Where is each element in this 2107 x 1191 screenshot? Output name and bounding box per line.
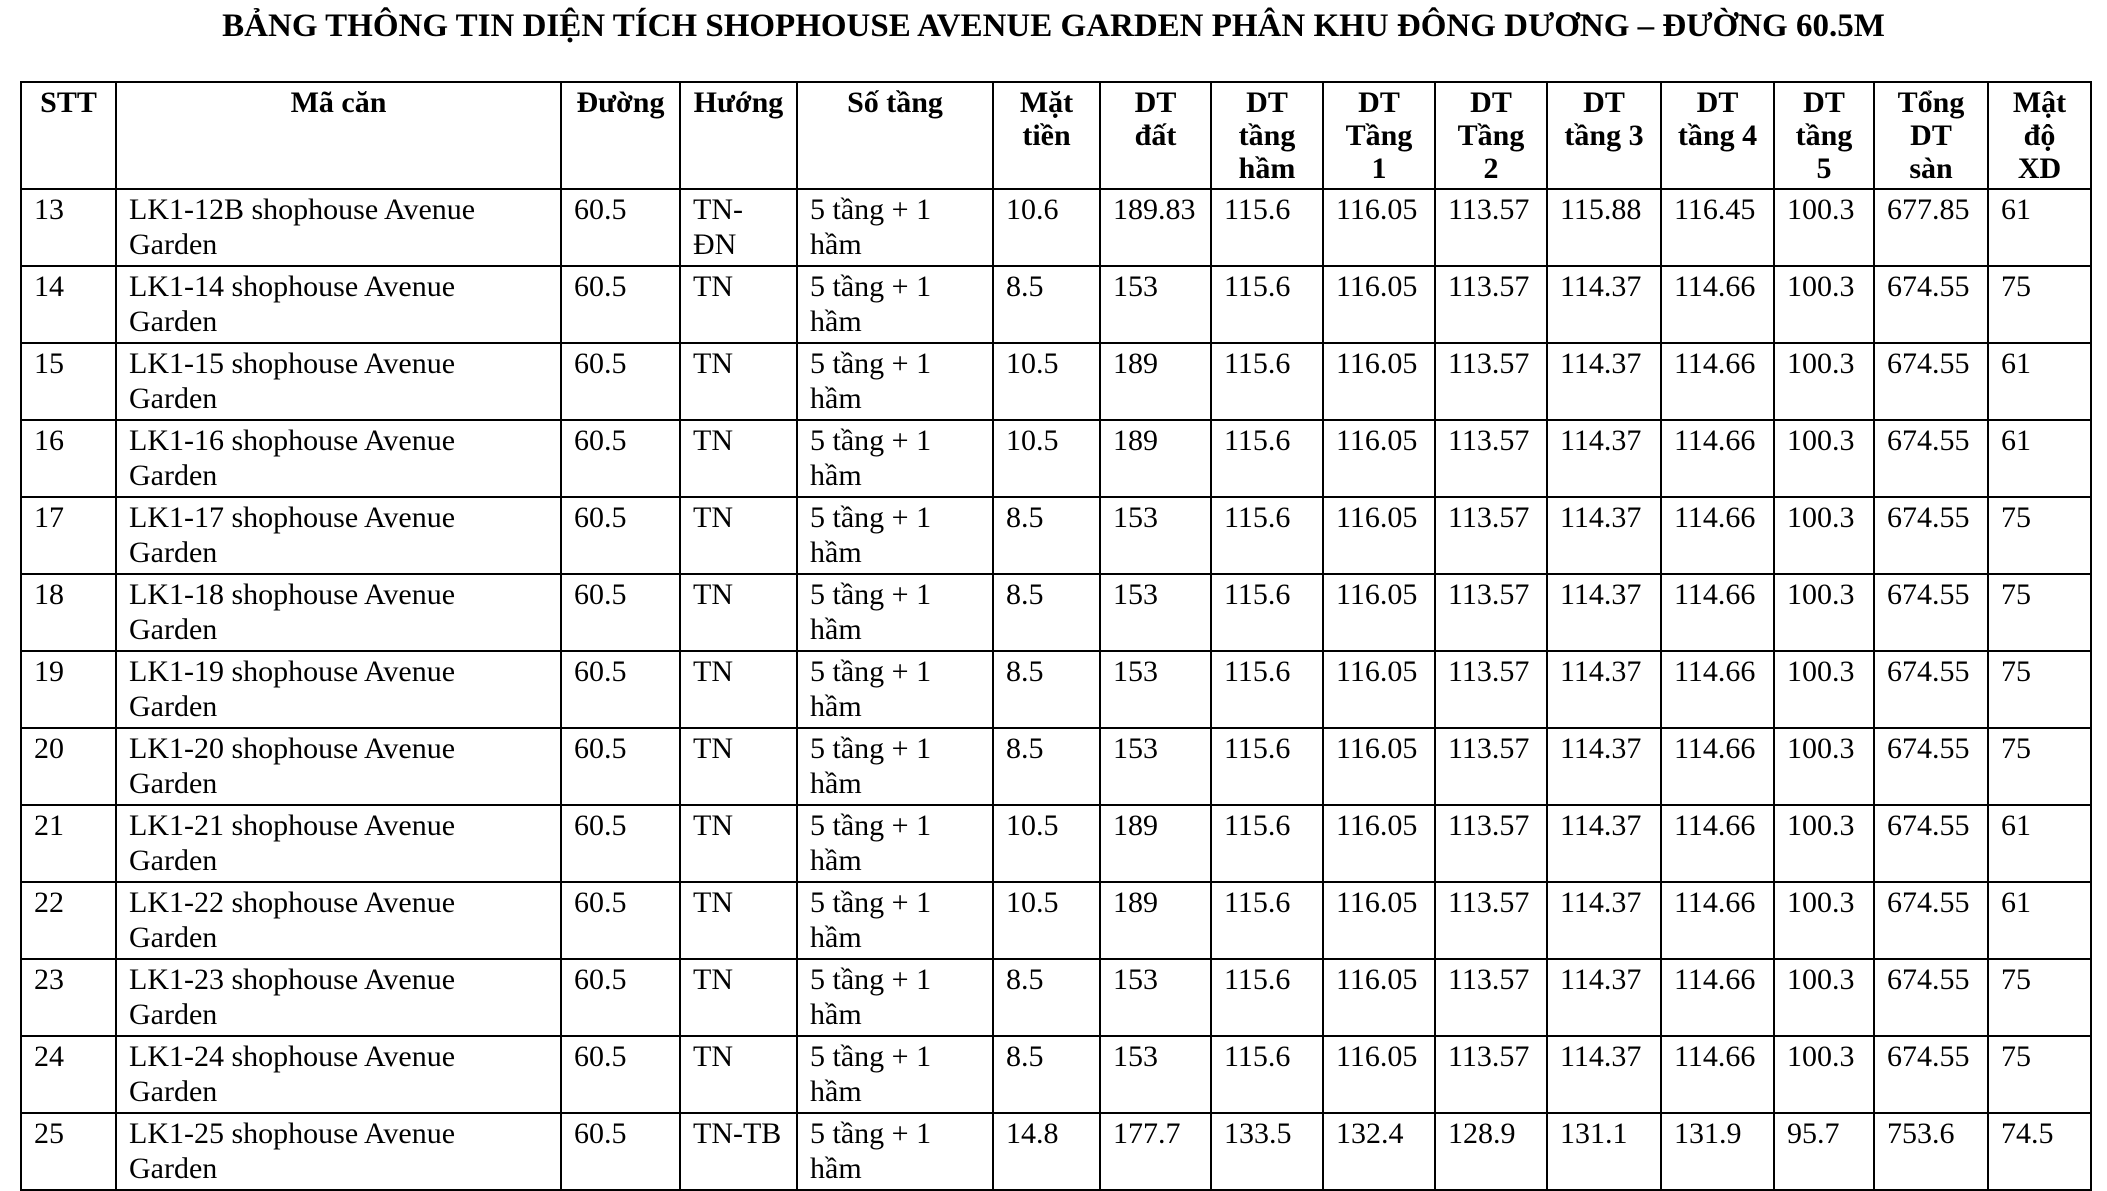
table-row [21, 728, 2091, 805]
table-cell: 113.57 [1435, 959, 1547, 1036]
table-cell: 114.66 [1661, 651, 1774, 728]
table-cell: 100.3 [1774, 189, 1874, 266]
column-header: Đường [561, 82, 680, 189]
table-cell: 114.37 [1547, 574, 1661, 651]
table-cell: 100.3 [1774, 959, 1874, 1036]
table-cell: 5 tầng + 1 hầm [797, 574, 993, 651]
table-cell: 17 [21, 497, 116, 574]
column-header: Số tầng [797, 82, 993, 189]
table-row [21, 574, 2091, 651]
table-cell: 753.6 [1874, 1113, 1988, 1190]
column-header: DT tầng 4 [1661, 82, 1774, 189]
table-cell: 100.3 [1774, 1036, 1874, 1113]
column-header: Hướng [680, 82, 797, 189]
table-cell: 114.37 [1547, 805, 1661, 882]
table-cell: 114.66 [1661, 497, 1774, 574]
table-cell: LK1-17 shophouse Avenue Garden [116, 497, 561, 574]
table-cell: 115.88 [1547, 189, 1661, 266]
table-cell: 189 [1100, 805, 1211, 882]
table-cell: 116.05 [1323, 959, 1435, 1036]
column-header: Mặt tiền [993, 82, 1100, 189]
table-cell: 153 [1100, 651, 1211, 728]
table-cell: 23 [21, 959, 116, 1036]
table-cell: 116.05 [1323, 805, 1435, 882]
table-cell: 674.55 [1874, 497, 1988, 574]
table-cell: 189 [1100, 420, 1211, 497]
table-cell: 100.3 [1774, 574, 1874, 651]
table-cell: 177.7 [1100, 1113, 1211, 1190]
table-cell: 60.5 [561, 497, 680, 574]
column-header: DT tầng hầm [1211, 82, 1323, 189]
table-header [21, 82, 2091, 189]
table-cell: 8.5 [993, 959, 1100, 1036]
table-cell: 113.57 [1435, 420, 1547, 497]
table-cell: 75 [1988, 959, 2091, 1036]
table-cell: 189 [1100, 343, 1211, 420]
table-cell: 20 [21, 728, 116, 805]
column-header: STT [21, 82, 116, 189]
table-cell: 13 [21, 189, 116, 266]
table-cell: LK1-16 shophouse Avenue Garden [116, 420, 561, 497]
table-cell: 18 [21, 574, 116, 651]
table-cell: 116.45 [1661, 189, 1774, 266]
table-cell: 113.57 [1435, 266, 1547, 343]
table-row [21, 189, 2091, 266]
table-cell: 114.37 [1547, 420, 1661, 497]
table-cell: TN-TB [680, 1113, 797, 1190]
table-cell: LK1-12B shophouse Avenue Garden [116, 189, 561, 266]
table-cell: 14 [21, 266, 116, 343]
table-cell: 75 [1988, 266, 2091, 343]
table-cell: 8.5 [993, 574, 1100, 651]
table-cell: 153 [1100, 1036, 1211, 1113]
table-cell: 115.6 [1211, 497, 1323, 574]
table-cell: LK1-22 shophouse Avenue Garden [116, 882, 561, 959]
table-cell: 674.55 [1874, 959, 1988, 1036]
table-cell: 116.05 [1323, 574, 1435, 651]
table-cell: 114.37 [1547, 1036, 1661, 1113]
table-cell: 100.3 [1774, 651, 1874, 728]
table-cell: 115.6 [1211, 805, 1323, 882]
table-cell: 128.9 [1435, 1113, 1547, 1190]
table-cell: 60.5 [561, 343, 680, 420]
table-cell: 60.5 [561, 805, 680, 882]
table-cell: 114.66 [1661, 805, 1774, 882]
table-cell: 674.55 [1874, 728, 1988, 805]
table-cell: 5 tầng + 1 hầm [797, 651, 993, 728]
table-cell: 75 [1988, 728, 2091, 805]
table-cell: LK1-25 shophouse Avenue Garden [116, 1113, 561, 1190]
table-cell: 10.5 [993, 343, 1100, 420]
table-cell: 60.5 [561, 1113, 680, 1190]
table-row [21, 1113, 2091, 1190]
table-cell: 113.57 [1435, 189, 1547, 266]
column-header: DT đất [1100, 82, 1211, 189]
shophouse-area-table [20, 81, 2092, 1191]
table-cell: 5 tầng + 1 hầm [797, 420, 993, 497]
table-cell: LK1-23 shophouse Avenue Garden [116, 959, 561, 1036]
table-cell: 116.05 [1323, 497, 1435, 574]
table-cell: 115.6 [1211, 959, 1323, 1036]
table-cell: 60.5 [561, 959, 680, 1036]
table-cell: 75 [1988, 574, 2091, 651]
table-cell: 113.57 [1435, 805, 1547, 882]
table-cell: LK1-18 shophouse Avenue Garden [116, 574, 561, 651]
table-cell: 132.4 [1323, 1113, 1435, 1190]
table-cell: 115.6 [1211, 882, 1323, 959]
table-cell: 100.3 [1774, 343, 1874, 420]
table-cell: 674.55 [1874, 266, 1988, 343]
table-cell: 674.55 [1874, 420, 1988, 497]
table-cell: 113.57 [1435, 651, 1547, 728]
table-cell: 674.55 [1874, 1036, 1988, 1113]
table-cell: 115.6 [1211, 728, 1323, 805]
page-title: BẢNG THÔNG TIN DIỆN TÍCH SHOPHOUSE AVENUE GARDEN PHÂN KHU ĐÔNG DƯƠNG – ĐƯỜNG 60.5M [222, 8, 1885, 44]
table-cell: 15 [21, 343, 116, 420]
table-cell: 8.5 [993, 497, 1100, 574]
table-row [21, 420, 2091, 497]
table-cell: 115.6 [1211, 1036, 1323, 1113]
table-cell: 10.5 [993, 420, 1100, 497]
table-row [21, 497, 2091, 574]
table-cell: TN-ĐN [680, 189, 797, 266]
table-cell: 114.37 [1547, 882, 1661, 959]
table-cell: 116.05 [1323, 728, 1435, 805]
table-cell: 131.9 [1661, 1113, 1774, 1190]
table-cell: 100.3 [1774, 728, 1874, 805]
table-cell: 5 tầng + 1 hầm [797, 1113, 993, 1190]
table-cell: 153 [1100, 497, 1211, 574]
table-cell: 114.66 [1661, 882, 1774, 959]
table-cell: 115.6 [1211, 266, 1323, 343]
table-cell: 115.6 [1211, 420, 1323, 497]
table-cell: 8.5 [993, 266, 1100, 343]
column-header: DT tầng 3 [1547, 82, 1661, 189]
table-cell: 189 [1100, 882, 1211, 959]
table-cell: 116.05 [1323, 266, 1435, 343]
table-cell: 115.6 [1211, 343, 1323, 420]
table-cell: 75 [1988, 651, 2091, 728]
table-cell: 113.57 [1435, 728, 1547, 805]
table-row [21, 651, 2091, 728]
table-cell: 100.3 [1774, 805, 1874, 882]
table-cell: 115.6 [1211, 574, 1323, 651]
table-cell: LK1-19 shophouse Avenue Garden [116, 651, 561, 728]
table-cell: 95.7 [1774, 1113, 1874, 1190]
table-row [21, 882, 2091, 959]
table-cell: 189.83 [1100, 189, 1211, 266]
table-cell: TN [680, 959, 797, 1036]
table-cell: TN [680, 728, 797, 805]
table-cell: LK1-14 shophouse Avenue Garden [116, 266, 561, 343]
table-cell: 5 tầng + 1 hầm [797, 1036, 993, 1113]
table-cell: 100.3 [1774, 497, 1874, 574]
table-cell: 22 [21, 882, 116, 959]
table-cell: 75 [1988, 497, 2091, 574]
table-cell: 133.5 [1211, 1113, 1323, 1190]
table-cell: 115.6 [1211, 189, 1323, 266]
table-cell: 21 [21, 805, 116, 882]
table-cell: 61 [1988, 189, 2091, 266]
table-cell: 60.5 [561, 189, 680, 266]
table-cell: 674.55 [1874, 651, 1988, 728]
table-cell: 153 [1100, 574, 1211, 651]
table-cell: LK1-24 shophouse Avenue Garden [116, 1036, 561, 1113]
table-cell: LK1-20 shophouse Avenue Garden [116, 728, 561, 805]
table-cell: 19 [21, 651, 116, 728]
table-cell: 113.57 [1435, 1036, 1547, 1113]
table-cell: 25 [21, 1113, 116, 1190]
table-cell: 10.5 [993, 882, 1100, 959]
table-cell: 16 [21, 420, 116, 497]
table-cell: 5 tầng + 1 hầm [797, 728, 993, 805]
table-cell: 114.66 [1661, 574, 1774, 651]
table-cell: 60.5 [561, 420, 680, 497]
table-cell: 114.37 [1547, 728, 1661, 805]
column-header: DT tầng 5 [1774, 82, 1874, 189]
table-cell: TN [680, 343, 797, 420]
table-cell: 116.05 [1323, 1036, 1435, 1113]
table-cell: TN [680, 882, 797, 959]
table-cell: 113.57 [1435, 343, 1547, 420]
table-cell: 8.5 [993, 1036, 1100, 1113]
table-cell: 100.3 [1774, 882, 1874, 959]
table-cell: 114.37 [1547, 497, 1661, 574]
table-cell: 10.6 [993, 189, 1100, 266]
table-cell: TN [680, 497, 797, 574]
table-cell: TN [680, 420, 797, 497]
table-cell: 5 tầng + 1 hầm [797, 805, 993, 882]
table-cell: 75 [1988, 1036, 2091, 1113]
table-cell: 100.3 [1774, 266, 1874, 343]
table-cell: 116.05 [1323, 189, 1435, 266]
table-cell: 60.5 [561, 574, 680, 651]
table-cell: 5 tầng + 1 hầm [797, 343, 993, 420]
table-cell: 116.05 [1323, 343, 1435, 420]
table-cell: 61 [1988, 805, 2091, 882]
table-cell: 8.5 [993, 728, 1100, 805]
table-cell: 113.57 [1435, 497, 1547, 574]
table-cell: TN [680, 266, 797, 343]
table-row [21, 1036, 2091, 1113]
table-cell: TN [680, 574, 797, 651]
table-cell: 10.5 [993, 805, 1100, 882]
table-cell: 674.55 [1874, 805, 1988, 882]
table-cell: 5 tầng + 1 hầm [797, 959, 993, 1036]
table-cell: 153 [1100, 266, 1211, 343]
table-cell: TN [680, 805, 797, 882]
table-row [21, 343, 2091, 420]
table-cell: 113.57 [1435, 882, 1547, 959]
table-cell: 24 [21, 1036, 116, 1113]
table-cell: 5 tầng + 1 hầm [797, 882, 993, 959]
table-cell: 115.6 [1211, 651, 1323, 728]
table-cell: 113.57 [1435, 574, 1547, 651]
column-header: DT Tầng 2 [1435, 82, 1547, 189]
table-cell: 674.55 [1874, 574, 1988, 651]
table-cell: 14.8 [993, 1113, 1100, 1190]
column-header: Mã căn [116, 82, 561, 189]
table-row [21, 266, 2091, 343]
table-cell: 61 [1988, 882, 2091, 959]
table-cell: 677.85 [1874, 189, 1988, 266]
table-cell: 60.5 [561, 882, 680, 959]
table-cell: TN [680, 1036, 797, 1113]
header-row [21, 82, 2091, 189]
table-row [21, 805, 2091, 882]
table-cell: 114.37 [1547, 266, 1661, 343]
table-cell: 674.55 [1874, 882, 1988, 959]
table-cell: 60.5 [561, 1036, 680, 1113]
table-cell: 5 tầng + 1 hầm [797, 189, 993, 266]
table-cell: 116.05 [1323, 420, 1435, 497]
table-cell: 74.5 [1988, 1113, 2091, 1190]
table-cell: 114.37 [1547, 651, 1661, 728]
table-cell: 114.66 [1661, 1036, 1774, 1113]
table-cell: 61 [1988, 420, 2091, 497]
column-header: Mật độ XD [1988, 82, 2091, 189]
table-row [21, 959, 2091, 1036]
table-cell: 674.55 [1874, 343, 1988, 420]
table-cell: 100.3 [1774, 420, 1874, 497]
table-cell: 60.5 [561, 728, 680, 805]
table-cell: 61 [1988, 343, 2091, 420]
table-cell: 131.1 [1547, 1113, 1661, 1190]
table-cell: 116.05 [1323, 651, 1435, 728]
table-cell: 153 [1100, 959, 1211, 1036]
table-body [21, 189, 2091, 1190]
table-cell: TN [680, 651, 797, 728]
column-header: DT Tầng 1 [1323, 82, 1435, 189]
table-cell: LK1-15 shophouse Avenue Garden [116, 343, 561, 420]
table-cell: 114.37 [1547, 959, 1661, 1036]
table-cell: 116.05 [1323, 882, 1435, 959]
table-cell: 153 [1100, 728, 1211, 805]
table-cell: 60.5 [561, 266, 680, 343]
column-header: Tổng DT sàn [1874, 82, 1988, 189]
table-cell: 114.37 [1547, 343, 1661, 420]
table-cell: 114.66 [1661, 266, 1774, 343]
table-cell: 5 tầng + 1 hầm [797, 497, 993, 574]
table-cell: LK1-21 shophouse Avenue Garden [116, 805, 561, 882]
table-cell: 114.66 [1661, 420, 1774, 497]
table-cell: 8.5 [993, 651, 1100, 728]
table-cell: 114.66 [1661, 343, 1774, 420]
table-cell: 5 tầng + 1 hầm [797, 266, 993, 343]
table-cell: 114.66 [1661, 959, 1774, 1036]
table-cell: 114.66 [1661, 728, 1774, 805]
table-cell: 60.5 [561, 651, 680, 728]
